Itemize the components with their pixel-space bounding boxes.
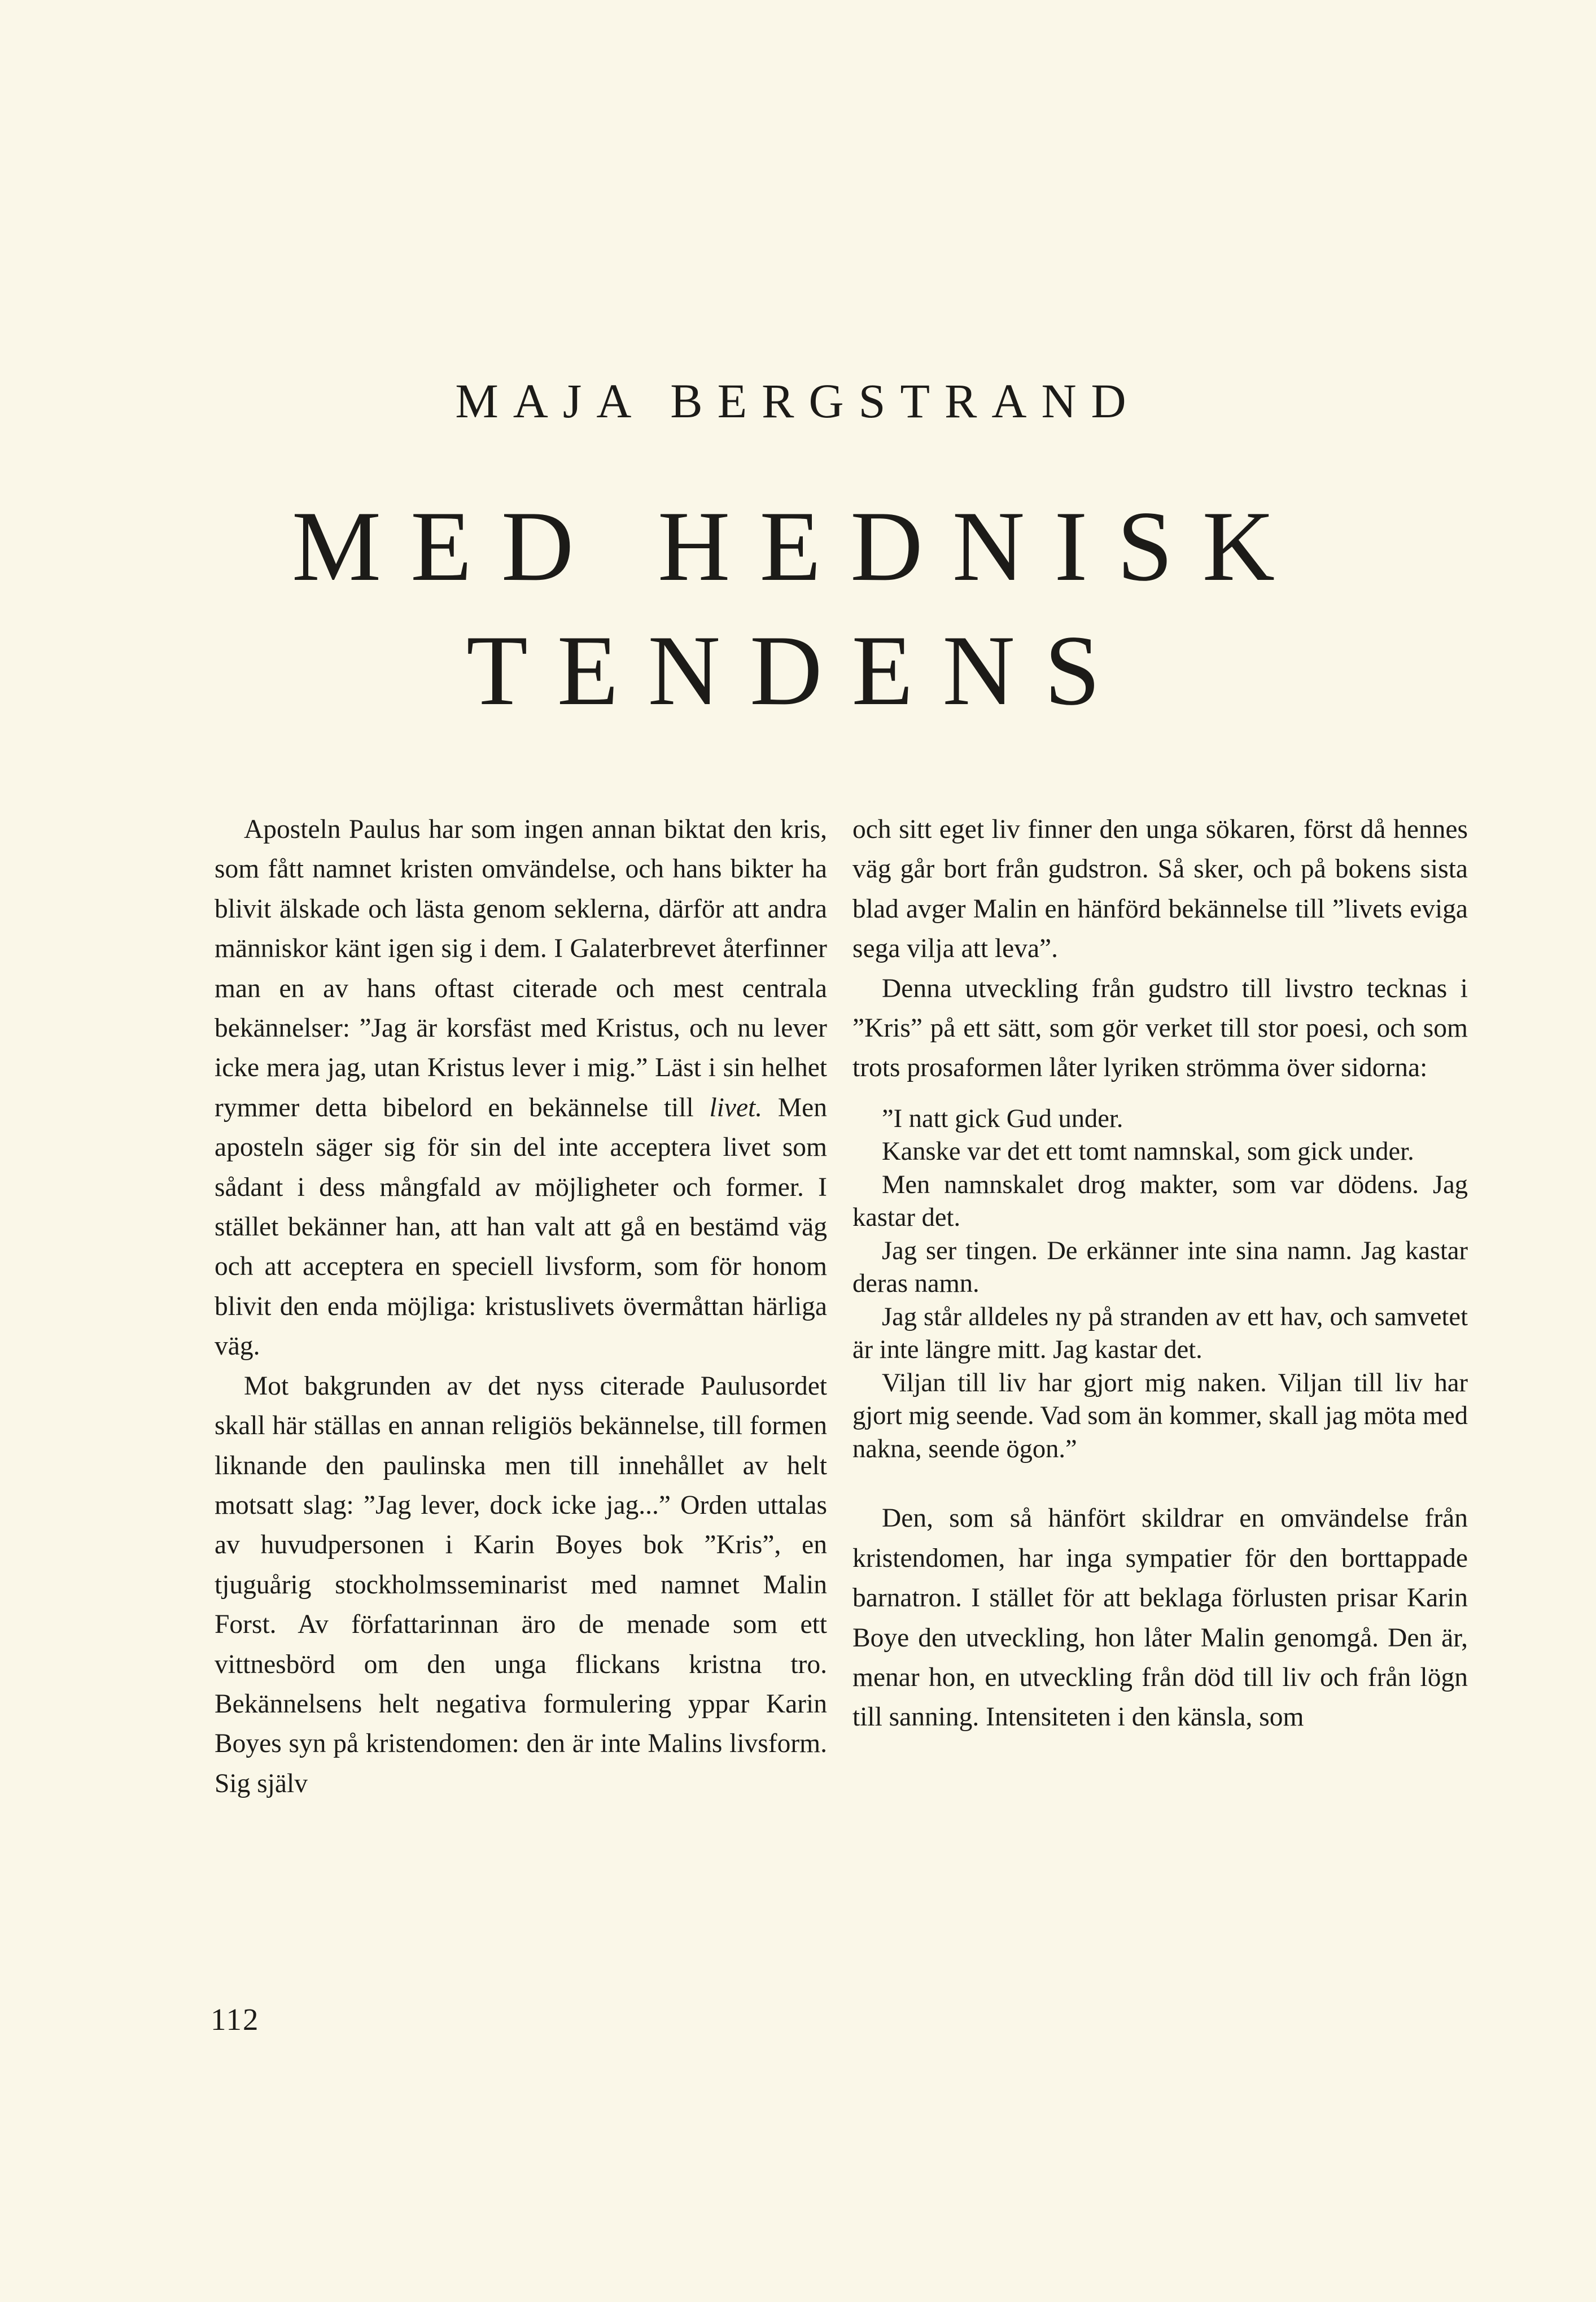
author-name: MAJA BERGSTRAND: [455, 374, 1141, 428]
paragraph-4: Denna utveckling från gudstro till livstro tecknas i ”Kris” på ett sätt, som gör verket till stor poesi, och som trots prosaformen låter lyriken strömma över sidorna:: [852, 973, 1468, 1083]
paragraph-1: [215, 810, 827, 1366]
poem-line: ”I natt gick Gud under.: [882, 1104, 1123, 1133]
poem-line: Men namnskalet drog makter, som var dödens. Jag kastar det.: [852, 1170, 1468, 1233]
poem-line: Jag står alldeles ny på stranden av ett hav, och samvetet är inte längre mitt. Jag kastar det.: [852, 1302, 1468, 1365]
paragraph-5: Den, som så hänfört skildrar en omvändelse från kristendomen, har inga sympatier för den borttappade barnatron. I stället för att beklaga förlusten prisar Karin Boye den utveckling, hon låter Malin genomgå. Den är, menar hon, en utveckling från död till liv och från lögn till sanning. Intensiteten i den känsla, som: [852, 1504, 1468, 1732]
poem-line: Viljan till liv har gjort mig naken. Viljan till liv har gjort mig seende. Vad som än kommer, skall jag möta med nakna, seende ögon.”: [852, 1368, 1468, 1464]
paragraph-1-text: Aposteln Paulus har som ingen annan biktat den kris, som fått namnet kristen omvändelse, och hans bikter ha blivit älskade och lästa genom seklerna, därför att andra människor känt igen sig i dem. I Galaterbrevet återfinner man en av hans oftast citerade och mest centrala bekännelser: ”Jag är korsfäst med Kristus, och nu lever icke mera jag, utan Kristus lever i mig.” Läst i sin helhet rymmer detta bibelord en bekännelse till: [215, 815, 827, 1122]
paragraph-1-end: Men aposteln säger sig för sin del inte acceptera livet som sådant i dess mångfald av möjligheter och former. I stället bekänner han, att han valt att gå en bestämd väg och att acceptera en speciell livsform, som för honom blivit den enda möjliga: kristuslivets övermåttan härliga väg.: [215, 1093, 827, 1361]
poem-quote: [852, 1103, 1468, 1466]
paragraph-1-emphasis: livet.: [709, 1093, 763, 1122]
article-title-line-2: TENDENS: [466, 614, 1130, 726]
poem-line: Jag ser tingen. De erkänner inte sina namn. Jag kastar deras namn.: [852, 1236, 1468, 1299]
right-column: [852, 810, 1468, 1737]
left-column: [215, 810, 827, 1803]
article-title-line-1: MED HEDNISK: [291, 490, 1305, 602]
paragraph-2: Mot bakgrunden av det nyss citerade Paulusordet skall här ställas en annan religiös bekännelse, till formen liknande den paulinska men till innehållet av helt motsatt slag: ”Jag lever, dock icke jag...” Orden uttalas av huvudpersonen i Karin Boyes bok ”Kris”, en tjuguårig stockholmsseminarist med namnet Malin Forst. Av författarinnan äro de menade som ett vittnesbörd om den unga flickans kristna tro. Bekännelsens helt negativa formulering yppar Karin Boyes syn på kristendomen: den är inte Malins livsform. Sig själv: [215, 1371, 827, 1798]
page-number: 112: [211, 2002, 260, 2037]
poem-line: Kanske var det ett tomt namnskal, som gick under.: [882, 1137, 1414, 1167]
paragraph-3: och sitt eget liv finner den unga sökaren, först då hennes väg går bort från gudstron. Så sker, och på bokens sista blad avger Malin en hänförd bekännelse till ”livets eviga sega vilja att leva”.: [852, 815, 1468, 964]
